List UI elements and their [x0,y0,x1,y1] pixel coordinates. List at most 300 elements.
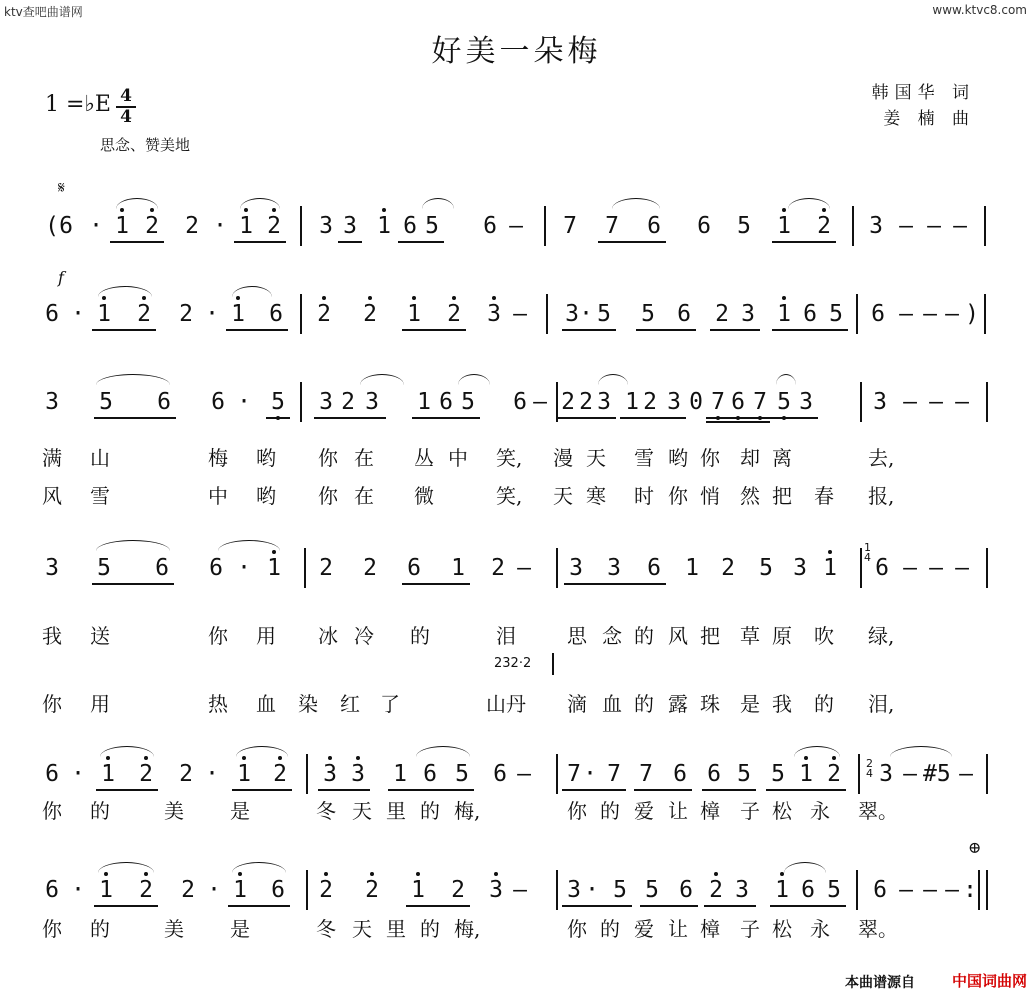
note: 2 [579,389,593,415]
lyric-char: 樟 [700,799,720,823]
note: 6 [59,213,73,239]
lyric-char: 寒 [586,484,606,508]
beam-line [702,789,756,791]
note: 6 [871,301,885,327]
footer-site-link[interactable]: 中国词曲网 [951,972,1027,990]
note: 6 [707,761,721,787]
slur [784,862,826,873]
lyric-char: 把 [700,624,720,648]
lyric-char: 热 [208,692,228,716]
beam-line [556,417,616,419]
note: 2 [315,876,337,904]
lyric-char: 用 [90,692,110,716]
note: – [955,555,969,581]
lyric-char: 漫 [553,446,573,470]
note: 2 [561,389,575,415]
beam-line [704,905,756,907]
note: – [929,389,943,415]
time-2-4-bottom: 4 [866,767,873,780]
song-title: 好美一朵梅 [431,34,602,69]
beam-line [338,241,362,243]
beam-line [94,905,158,907]
note: 3 [567,877,581,903]
notation-row [0,872,1033,912]
lyric-char: 美 [164,917,184,941]
lyric-char: 滴 [567,692,587,716]
barline [856,294,858,334]
beam-line [314,417,386,419]
note: ( [45,213,59,239]
note: 5 [771,761,785,787]
lyric-char: 是 [230,917,250,941]
dynamic-forte: f [58,268,64,287]
lyric-char: 梅 [208,446,228,470]
lyric-char: 却 [740,446,760,470]
note: – [923,877,937,903]
barline [304,548,306,588]
note: 2 [263,212,285,240]
notation-row [0,208,1033,248]
note: 3 [343,213,357,239]
lyric-char: 的 [90,799,110,823]
barline [984,294,986,334]
slur [458,374,490,385]
composer-credit: 姜 楠 曲 [883,109,975,129]
note: 6 [45,301,59,327]
lyric-char: 丛 [414,446,434,470]
lyric-char: 泪 [496,624,516,648]
octave-dot [714,872,718,876]
note: 3 [607,555,621,581]
octave-dot [370,872,374,876]
note: 3 [45,389,59,415]
lyric-char: 哟 [256,484,276,508]
note: – [945,877,959,903]
note: 6 [45,761,59,787]
beam-line [96,789,158,791]
lyric-char: 送 [90,624,110,648]
octave-dot [328,756,332,760]
octave-dot [322,296,326,300]
ornament-232: 232·2 [494,656,532,671]
beam-line [706,417,818,419]
key-note: E [94,92,111,117]
note: – [899,877,913,903]
note: 3 [319,213,333,239]
lyric-char: 珠 [700,692,720,716]
beam-line [706,421,770,423]
beam-line [234,241,286,243]
lyric-char: 里 [386,799,406,823]
beam-line [94,417,176,419]
lyric-char: 的 [90,917,110,941]
lyric-char: 吹 [814,624,834,648]
lyric-char: 爱 [634,799,654,823]
slur [422,198,454,209]
lyric-char: 在 [354,484,374,508]
note: 6 [679,877,693,903]
watermark-left: ktv查吧曲谱网 [4,5,83,19]
note: 1 [407,876,429,904]
slur [116,198,158,209]
footer-source: 本曲谱源自 [845,975,915,991]
note: – [899,213,913,239]
key-prefix: 1 = [45,92,85,117]
slur [776,374,796,385]
barline [986,754,988,794]
barline [986,870,988,910]
barline [556,548,558,588]
note: 2 [451,877,465,903]
barline [978,870,980,910]
slur [98,286,152,297]
note: 3 [365,389,379,415]
note: 3 [569,555,583,581]
note: 2 [721,555,735,581]
lyric-char: 雪 [634,446,654,470]
lyric-char: 血 [256,692,276,716]
slur [98,862,154,873]
note: · [213,213,227,239]
beam-line [226,329,288,331]
notation-row [0,756,1033,796]
note: – [923,301,937,327]
note: 3 [667,389,681,415]
lyric-char: 红 [340,692,360,716]
time-2-4-top: 2 [866,757,873,770]
octave-dot [494,872,498,876]
slur [788,198,830,209]
lyric-char: 露 [668,692,688,716]
note: 6 [697,213,711,239]
lyrics-line-4 [0,688,1033,718]
note: 2 [185,213,199,239]
note: 6 [269,301,283,327]
barline [306,754,308,794]
note: · [89,213,103,239]
note: · [71,301,85,327]
beam-line [640,905,698,907]
note: 2 [443,300,465,328]
lyric-char: 天 [553,484,573,508]
note: – [903,389,917,415]
lyric-char: 了 [380,692,400,716]
lyric-char: 松 [772,799,792,823]
lyric-char: 你 [42,692,62,716]
lyric-char: 冬 [316,917,336,941]
note: 7 [567,761,581,787]
lyrics-line-2 [0,480,1033,510]
lyric-char: 时 [634,484,654,508]
tempo-marking: 思念、赞美地 [100,136,191,154]
lyric-char: 永 [810,917,830,941]
note: 6 [155,555,169,581]
note: – [903,761,917,787]
lyric-char: 子 [740,799,760,823]
lyric-char: 的 [420,799,440,823]
lyric-char: 中 [208,484,228,508]
lyric-char: 梅, [454,917,481,941]
lyric-char: 笑, [496,484,523,508]
lyric-char: 报, [868,484,895,508]
beam-line [770,905,846,907]
note: · [207,877,221,903]
lyric-char: 你 [700,446,720,470]
note: 3 [873,389,887,415]
beam-line [562,905,632,907]
slur [794,746,840,757]
note: 3 [799,389,813,415]
note: 7 [749,388,771,416]
note: 5 [737,761,751,787]
lyric-char: 天 [586,446,606,470]
note: 2 [491,555,505,581]
lyric-char: 我 [772,692,792,716]
note: 6 [209,555,223,581]
octave-dot [782,208,786,212]
note: 1 [233,760,255,788]
time-top: 4 [120,86,132,106]
note: 1 [685,555,699,581]
note: 6 [673,761,687,787]
lyric-char: 爱 [634,917,654,941]
beam-line [318,789,370,791]
note: 5 [759,555,773,581]
note: 5 [829,301,843,327]
slur [360,374,404,385]
note: 6 [647,213,661,239]
note: 0 [689,389,703,415]
octave-dot [492,296,496,300]
note: 5 [461,389,475,415]
lyric-char: 微 [414,484,434,508]
note: 5 [641,301,655,327]
note: 3 [879,761,893,787]
ornament-bar [552,653,554,675]
beam-line [772,329,848,331]
lyrics-line-5 [0,795,1033,825]
lyric-char: 春 [814,484,834,508]
note: 2 [179,301,193,327]
note: – [533,389,547,415]
lyric-char: 在 [354,446,374,470]
lyric-char: 樟 [700,917,720,941]
note: – [959,761,973,787]
note: 5 [425,213,439,239]
lyric-char: 翠。 [858,917,898,941]
note: 6 [407,555,421,581]
lyric-char: 你 [318,446,338,470]
lyric-char: 思 [567,624,587,648]
note: 5 [773,388,795,416]
slur [96,374,170,385]
note: 2 [705,876,727,904]
note: 3 [565,301,579,327]
lyric-char: 你 [318,484,338,508]
note: 7 [607,761,621,787]
octave-dot [828,550,832,554]
note: 1 [403,300,425,328]
note: 6 [727,388,749,416]
note: 1 [263,554,285,582]
note: · [237,555,251,581]
lyric-char: 悄 [700,484,720,508]
note: 5 [455,761,469,787]
lyric-char: 天 [352,917,372,941]
beam-line [110,241,164,243]
slur [240,198,280,209]
beam-line [564,583,666,585]
slur [232,286,272,297]
note: 5 [645,877,659,903]
note: 1 [773,300,795,328]
note: 2 [141,212,163,240]
note: 7 [563,213,577,239]
beam-line [398,241,444,243]
note: 2 [181,877,195,903]
note: 5 [597,301,611,327]
note: 1 [95,876,117,904]
note: 5 [737,213,751,239]
lyric-char: 的 [600,917,620,941]
note: 1 [773,212,795,240]
note: – [899,301,913,327]
note: 3 [741,301,755,327]
lyrics-line-6 [0,913,1033,943]
lyric-char: 血 [602,692,622,716]
note: – [903,555,917,581]
note: #5 [923,761,951,787]
slur [96,540,170,551]
note: – [927,213,941,239]
note: 5 [827,877,841,903]
beam-line [266,417,290,419]
lyric-char: 是 [740,692,760,716]
note: – [513,877,527,903]
octave-dot [356,756,360,760]
note: 3 [735,877,749,903]
note: 2 [341,389,355,415]
lyric-char: 然 [740,484,760,508]
note: – [513,301,527,327]
beam-line [620,417,686,419]
note: 2 [135,876,157,904]
lyric-char: 冰 [318,624,338,648]
beam-line [402,329,466,331]
barline [306,870,308,910]
note: 2 [269,760,291,788]
lyric-char: 雪 [90,484,110,508]
time-signature [116,88,136,126]
slur [598,374,628,385]
note: 3 [485,876,507,904]
note: 2 [361,876,383,904]
note: 1 [417,389,431,415]
beam-line [562,329,616,331]
slur [890,746,952,757]
watermark-right: www.ktvc8.com [932,3,1027,17]
lyric-char: 翠。 [858,799,898,823]
note: · [583,761,597,787]
note: 2 [363,555,377,581]
note: 1 [93,300,115,328]
lyrics-line-1 [0,442,1033,472]
barline [858,754,860,794]
note: : [963,877,977,903]
barline [544,206,546,246]
note: 5 [99,389,113,415]
coda-icon: ⊕ [968,838,982,857]
note: 1 [771,876,793,904]
lyric-char: 子 [740,917,760,941]
lyric-char: 冬 [316,799,336,823]
note: 2 [313,300,335,328]
note: 1 [97,760,119,788]
note: 6 [513,389,527,415]
lyric-char: 去, [868,446,895,470]
lyric-char: 山 [90,446,110,470]
note: 6 [677,301,691,327]
note: 3 [869,213,883,239]
note: 2 [643,389,657,415]
lyric-char: 的 [634,692,654,716]
lyric-char: 天 [352,799,372,823]
lyric-char: 你 [42,799,62,823]
note: 1 [111,212,133,240]
note: 2 [823,760,845,788]
slur [236,746,288,757]
note: 6 [647,555,661,581]
segno-icon: 𝄋 [58,178,65,197]
lyric-char: 冷 [354,624,374,648]
slur [218,540,280,551]
note: · [71,877,85,903]
lyric-char: 的 [410,624,430,648]
beam-line [228,905,290,907]
note: 5 [267,388,289,416]
barline [546,294,548,334]
barline [986,548,988,588]
lyric-char: 美 [164,799,184,823]
time-1-4-bottom: 4 [864,551,871,564]
beam-line [412,417,480,419]
barline [852,206,854,246]
lyric-char: 让 [668,917,688,941]
note: · [71,761,85,787]
beam-line [92,329,156,331]
note: · [579,301,593,327]
note: 6 [439,389,453,415]
lyric-char: 泪, [868,692,895,716]
slur [100,746,154,757]
note: 6 [271,877,285,903]
lyric-char: 草 [740,624,760,648]
lyric-char: 风 [42,484,62,508]
note: 2 [813,212,835,240]
lyric-char: 是 [230,799,250,823]
note: – [517,761,531,787]
note: 1 [227,300,249,328]
note: 1 [373,212,395,240]
note: 6 [873,877,887,903]
note: 3 [319,760,341,788]
note: 3 [793,555,807,581]
note: 6 [157,389,171,415]
note: 2 [135,760,157,788]
octave-dot [782,296,786,300]
barline [556,870,558,910]
octave-dot [452,296,456,300]
